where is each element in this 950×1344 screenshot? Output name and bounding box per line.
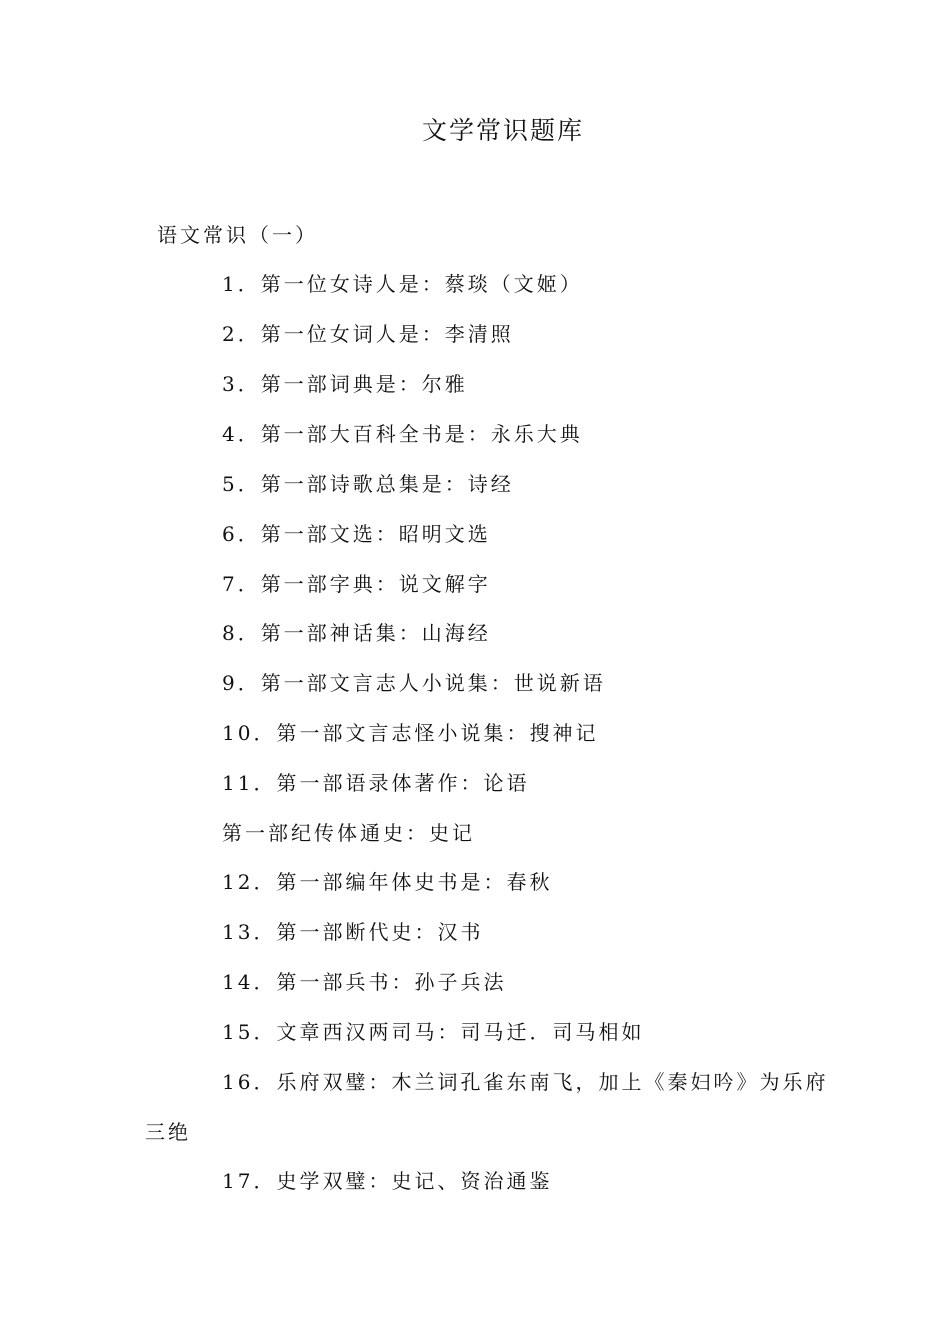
- list-item: 5．第一部诗歌总集是：诗经: [222, 472, 514, 496]
- list-item: 10．第一部文言志怪小说集：搜神记: [222, 721, 599, 745]
- list-item: 11．第一部语录体著作：论语: [222, 771, 530, 795]
- list-item: 4．第一部大百科全书是：永乐大典: [222, 422, 583, 446]
- list-item: 17．史学双璧：史记、资治通鉴: [222, 1169, 553, 1193]
- list-item: 13．第一部断代史：汉书: [222, 920, 484, 944]
- document-title: 文学常识题库: [421, 116, 584, 145]
- list-item: 第一部纪传体通史：史记: [222, 821, 475, 845]
- list-item: 8．第一部神话集：山海经: [222, 621, 491, 645]
- list-item: 1．第一位女诗人是：蔡琰（文姬）: [222, 272, 583, 296]
- list-item: 9．第一部文言志人小说集：世说新语: [222, 671, 606, 695]
- section-heading: 语文常识（一）: [157, 223, 318, 247]
- list-item: 14．第一部兵书：孙子兵法: [222, 970, 507, 994]
- list-item-continuation: 三绝: [145, 1120, 191, 1144]
- list-item: 2．第一位女词人是：李清照: [222, 322, 514, 346]
- list-item: 16．乐府双璧：木兰词孔雀东南飞，加上《秦妇吟》为乐府: [222, 1070, 829, 1094]
- list-item: 7．第一部字典：说文解字: [222, 572, 491, 596]
- list-item: 6．第一部文选：昭明文选: [222, 522, 491, 546]
- list-item: 15．文章西汉两司马：司马迁．司马相如: [222, 1020, 645, 1044]
- list-item: 3．第一部词典是：尔雅: [222, 372, 468, 396]
- list-item: 12．第一部编年体史书是：春秋: [222, 870, 553, 894]
